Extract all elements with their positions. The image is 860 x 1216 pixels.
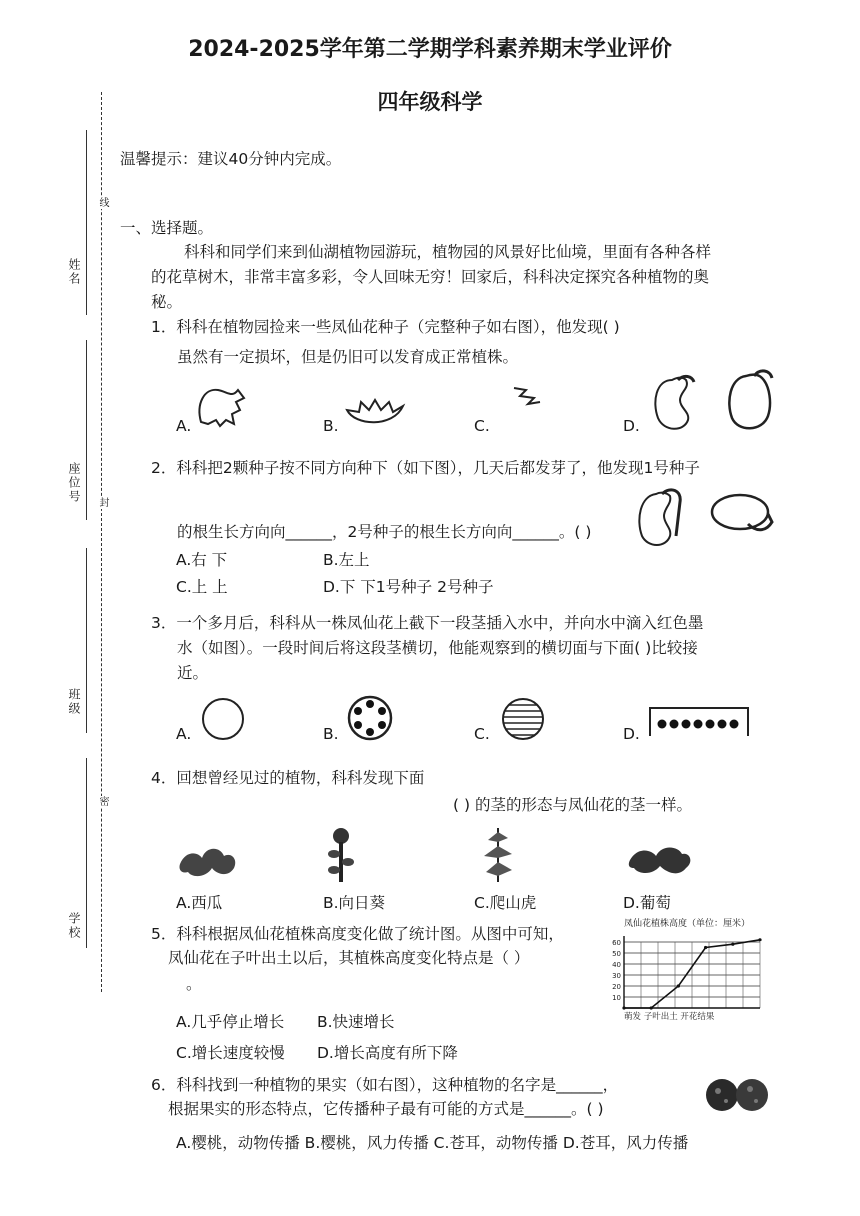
q3-option-b[interactable]: B. bbox=[323, 725, 339, 743]
height-chart bbox=[606, 930, 766, 1016]
q5-option-b[interactable]: B.快速增长 bbox=[317, 1013, 395, 1031]
tip-text: 温馨提示：建议40分钟内完成。 bbox=[120, 150, 342, 168]
q5-option-c[interactable]: C.增长速度较慢 bbox=[176, 1044, 285, 1062]
binding-dashed-line bbox=[101, 92, 102, 992]
chart-point bbox=[677, 984, 680, 987]
chart-y-tick-label: 10 bbox=[612, 994, 621, 1002]
chart-point bbox=[731, 943, 734, 946]
q2-option-a[interactable]: A.右 下 bbox=[176, 551, 228, 569]
section-heading: 一、选择题。 bbox=[120, 219, 214, 237]
q1-broken-seed-a-icon bbox=[196, 384, 248, 428]
q3-line-1: 3．一个多月后，科科从一株凤仙花上截下一段茎插入水中，并向水中滴入红色墨 bbox=[151, 614, 704, 632]
chart-x-labels: 萌发 子叶出土 开花结果 bbox=[624, 1012, 715, 1022]
exam-title: 2024-2025学年第二学期学科素养期末学业评价 bbox=[188, 37, 672, 62]
chart-point bbox=[758, 938, 761, 941]
grape-plant-icon bbox=[628, 840, 694, 880]
q5-line-2: 凤仙花在子叶出土以后，其植株高度变化特点是（ ） bbox=[168, 949, 530, 967]
sunflower-plant-icon bbox=[326, 826, 356, 884]
q1-line-2: 虽然有一定损坏，但是仍旧可以发育成正常植株。 bbox=[177, 348, 519, 366]
q5-line-3: 。 bbox=[186, 975, 202, 993]
intro-line-2: 的花草树木，非常丰富多彩，令人回味无穷！回家后，科科决定探究各种植物的奥 bbox=[151, 268, 710, 286]
q1-option-b[interactable]: B. bbox=[323, 417, 339, 435]
seal-word-seal: 封 bbox=[97, 497, 108, 509]
q2-line-1: 2．科科把2颗种子按不同方向种下（如下图），几天后都发芽了，他发现1号种子 bbox=[151, 459, 700, 477]
q1-broken-seed-c-icon bbox=[512, 384, 542, 406]
q6-line-1: 6．科科找到一种植物的果实（如右图），这种植物的名字是______， bbox=[151, 1076, 619, 1094]
cross-section-d-icon bbox=[648, 706, 752, 738]
q3-line-2: 水（如图）。一段时间后将这段茎横切，他能观察到的横切面与下面( )比较接 bbox=[177, 639, 698, 657]
intro-line-1: 科科和同学们来到仙湖植物园游玩，植物园的风景好比仙境，里面有各种各样 bbox=[184, 243, 712, 261]
class-label: 班级 bbox=[67, 688, 81, 716]
school-label: 学校 bbox=[67, 912, 81, 940]
exam-subtitle: 四年级科学 bbox=[377, 90, 483, 114]
seed-2-sprout-icon bbox=[708, 492, 776, 536]
intro-line-3: 秘。 bbox=[151, 293, 183, 311]
seal-word-line: 线 bbox=[97, 197, 108, 209]
q2-option-b[interactable]: B.左上 bbox=[323, 551, 370, 569]
q2-line-2: 的根生长方向向______，2号种子的根生长方向向______。( ) bbox=[177, 523, 592, 541]
creeper-plant-icon bbox=[478, 826, 518, 884]
chart-y-tick-label: 30 bbox=[612, 972, 621, 980]
chart-y-tick-label: 50 bbox=[612, 950, 621, 958]
q1-broken-seed-d1-icon bbox=[650, 372, 698, 434]
q1-whole-seed-d2-icon bbox=[724, 368, 776, 434]
chart-y-tick-label: 40 bbox=[612, 961, 621, 969]
cross-section-c-icon bbox=[500, 696, 546, 742]
q4-line-2: ( ) 的茎的形态与凤仙花的茎一样。 bbox=[453, 796, 692, 814]
q3-option-a[interactable]: A. bbox=[176, 725, 192, 743]
cocklebur-fruit-icon bbox=[704, 1073, 770, 1117]
q1-line-1: 1．科科在植物园捡来一些凤仙花种子（完整种子如右图），他发现( ) bbox=[151, 318, 620, 336]
name-label: 姓名 bbox=[67, 258, 81, 286]
q1-option-c[interactable]: C. bbox=[474, 417, 490, 435]
q4-line-1: 4．回想曾经见过的植物，科科发现下面 bbox=[151, 769, 425, 787]
q1-broken-seed-b-icon bbox=[345, 398, 407, 430]
q3-option-c[interactable]: C. bbox=[474, 725, 490, 743]
q6-options[interactable]: A.樱桃，动物传播 B.樱桃，风力传播 C.苍耳，动物传播 D.苍耳，风力传播 bbox=[176, 1134, 689, 1152]
q5-line-1: 5．科科根据凤仙花植株高度变化做了统计图。从图中可知， bbox=[151, 925, 564, 943]
q4-option-d[interactable]: D.葡萄 bbox=[623, 894, 671, 912]
school-blank-line bbox=[86, 758, 87, 948]
q5-option-d[interactable]: D.增长高度有所下降 bbox=[317, 1044, 458, 1062]
q3-line-3: 近。 bbox=[177, 664, 209, 682]
chart-y-tick-label: 60 bbox=[612, 939, 621, 947]
chart-y-tick-label: 20 bbox=[612, 983, 621, 991]
q4-option-b[interactable]: B.向日葵 bbox=[323, 894, 386, 912]
q4-option-c[interactable]: C.爬山虎 bbox=[474, 894, 537, 912]
q1-option-d[interactable]: D. bbox=[623, 417, 640, 435]
q2-option-d[interactable]: D.下 下1号种子 2号种子 bbox=[323, 578, 494, 596]
q3-option-d[interactable]: D. bbox=[623, 725, 640, 743]
q5-option-a[interactable]: A.几乎停止增长 bbox=[176, 1013, 285, 1031]
q2-option-c[interactable]: C.上 上 bbox=[176, 578, 228, 596]
cross-section-a-icon bbox=[200, 696, 246, 742]
q4-option-a[interactable]: A.西瓜 bbox=[176, 894, 223, 912]
q6-line-2: 根据果实的形态特点，它传播种子最有可能的方式是______。( ) bbox=[168, 1100, 604, 1118]
seed-1-sprout-icon bbox=[636, 486, 688, 550]
cross-section-b-icon bbox=[346, 694, 394, 742]
class-blank-line bbox=[86, 548, 87, 733]
q1-option-a[interactable]: A. bbox=[176, 417, 192, 435]
name-blank-line bbox=[86, 130, 87, 315]
watermelon-plant-icon bbox=[178, 838, 240, 882]
seal-word-secret: 密 bbox=[97, 796, 108, 808]
chart-title: 凤仙花植株高度（单位：厘米） bbox=[624, 919, 751, 929]
seat-label: 座位号 bbox=[67, 462, 81, 504]
seat-blank-line bbox=[86, 340, 87, 520]
chart-point bbox=[704, 946, 707, 949]
